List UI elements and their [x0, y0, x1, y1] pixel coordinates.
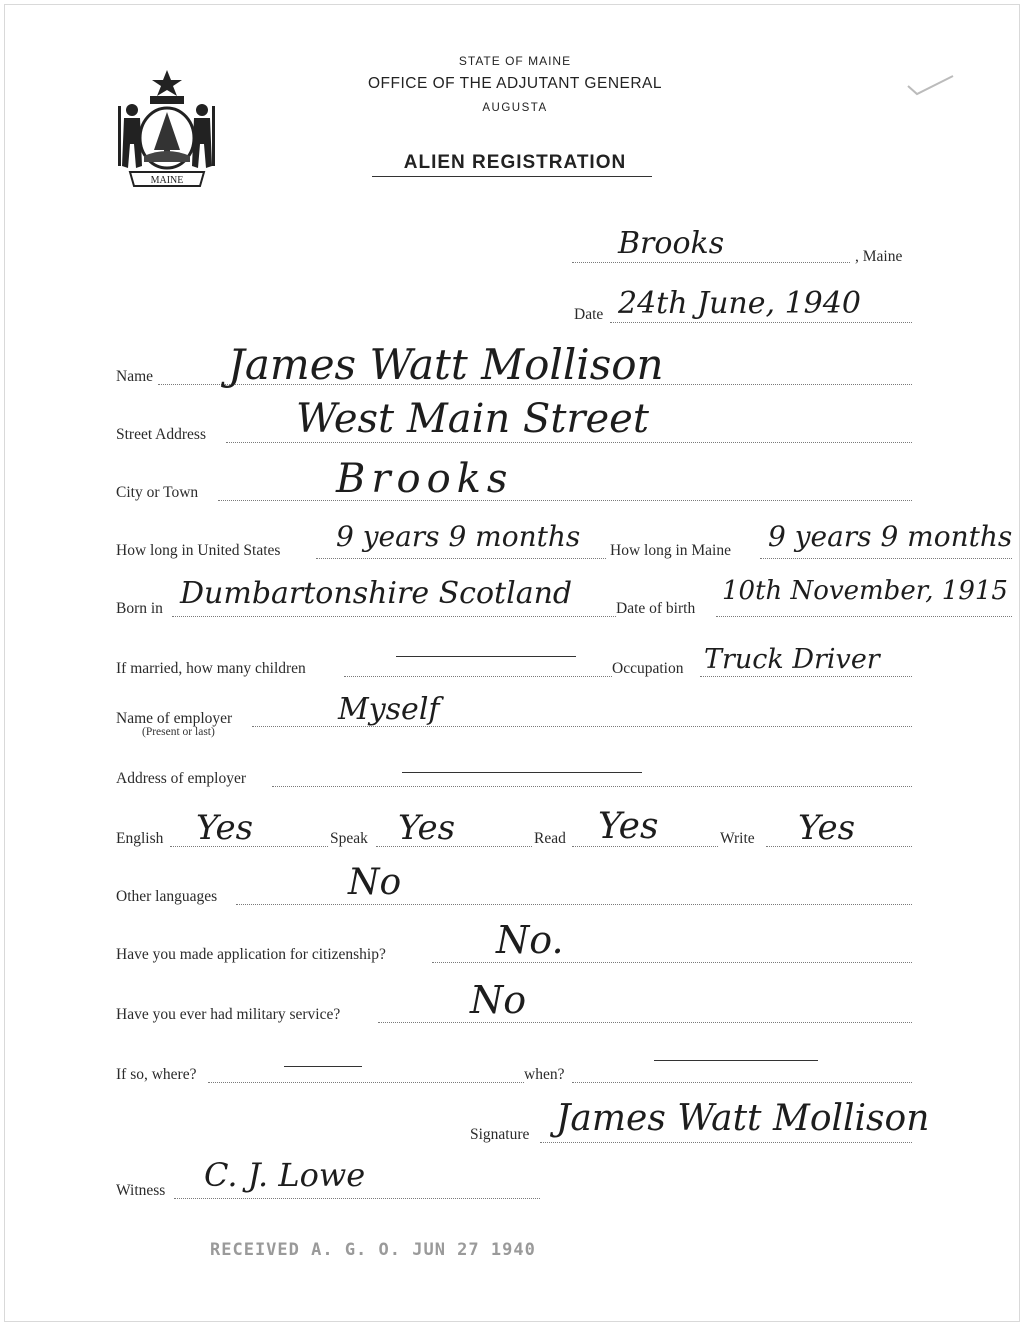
check-mark-icon	[905, 72, 957, 105]
title-underline	[372, 176, 652, 177]
citizenship-line	[432, 962, 912, 963]
occupation-label: Occupation	[612, 660, 684, 677]
english-label: English	[116, 830, 164, 847]
how-long-maine-value: 9 years 9 months	[768, 520, 1013, 553]
married-children-label: If married, how many children	[116, 660, 306, 677]
speak-value: Yes	[398, 808, 456, 848]
date-of-birth-value: 10th November, 1915	[722, 576, 1008, 606]
how-long-us-line	[316, 558, 606, 559]
employer-label: Name of employer	[116, 710, 233, 727]
witness-line	[174, 1198, 540, 1199]
town-line	[572, 262, 850, 263]
date-of-birth-line	[716, 616, 1012, 617]
city-value: Brooks	[336, 456, 514, 502]
married-children-line	[344, 676, 612, 677]
how-long-maine-line	[760, 558, 1012, 559]
street-label: Street Address	[116, 426, 206, 443]
military-value: No	[470, 978, 527, 1022]
date-of-birth-label: Date of birth	[616, 600, 696, 617]
how-long-us-value: 9 years 9 months	[336, 520, 581, 553]
employer-note: (Present or last)	[142, 726, 215, 738]
received-stamp: RECEIVED A. G. O. JUN 27 1940	[210, 1240, 536, 1260]
employer-value: Myself	[338, 692, 440, 727]
employer-address-line	[272, 786, 912, 787]
read-value: Yes	[598, 806, 659, 847]
born-in-value: Dumbartonshire Scotland	[180, 576, 573, 611]
witness-label: Witness	[116, 1182, 166, 1199]
witness-value: C. J. Lowe	[204, 1156, 366, 1194]
employer-address-label: Address of employer	[116, 770, 246, 787]
name-label: Name	[116, 368, 154, 385]
how-long-maine-label: How long in Maine	[610, 542, 731, 559]
street-line	[226, 442, 912, 443]
if-so-where-label: If so, where?	[116, 1066, 197, 1083]
state-seal-icon	[112, 66, 222, 194]
other-languages-label: Other languages	[116, 888, 218, 905]
town-value: Brooks	[618, 226, 725, 261]
street-value: West Main Street	[296, 396, 649, 442]
how-long-us-label: How long in United States	[116, 542, 281, 559]
employer-address-dash	[402, 772, 642, 773]
occupation-line	[700, 676, 912, 677]
speak-label: Speak	[330, 830, 368, 847]
signature-value: James Watt Mollison	[556, 1098, 930, 1139]
form-title: ALIEN REGISTRATION	[403, 152, 627, 173]
other-languages-line	[236, 904, 912, 905]
header-state: STATE OF MAINE	[458, 54, 572, 68]
military-label: Have you ever had military service?	[116, 1006, 341, 1023]
maine-label: , Maine	[855, 248, 903, 265]
seal-banner-text: MAINE	[150, 175, 184, 186]
other-languages-value: No	[348, 862, 402, 903]
when-line	[572, 1082, 912, 1083]
read-label: Read	[534, 830, 566, 847]
if-so-where-line	[208, 1082, 524, 1083]
name-value: James Watt Mollison	[228, 340, 664, 389]
citizenship-label: Have you made application for citizenship?	[116, 946, 386, 963]
where-dash	[284, 1066, 362, 1067]
citizenship-value: No.	[496, 918, 564, 962]
date-label: Date	[574, 306, 604, 323]
when-dash	[654, 1060, 818, 1061]
header-office: OFFICE OF THE ADJUTANT GENERAL	[367, 75, 663, 92]
born-in-label: Born in	[116, 600, 163, 617]
when-label: when?	[524, 1066, 565, 1083]
write-label: Write	[720, 830, 755, 847]
write-value: Yes	[798, 808, 856, 848]
occupation-value: Truck Driver	[704, 644, 880, 675]
born-in-line	[172, 616, 616, 617]
date-line	[610, 322, 912, 323]
date-value: 24th June, 1940	[618, 286, 861, 321]
signature-label: Signature	[470, 1126, 530, 1143]
signature-line	[540, 1142, 912, 1143]
military-line	[378, 1022, 912, 1023]
married-children-dash	[396, 656, 576, 657]
english-value: Yes	[196, 808, 254, 848]
city-label: City or Town	[116, 484, 199, 501]
header-city: AUGUSTA	[482, 102, 548, 114]
city-line	[218, 500, 912, 501]
